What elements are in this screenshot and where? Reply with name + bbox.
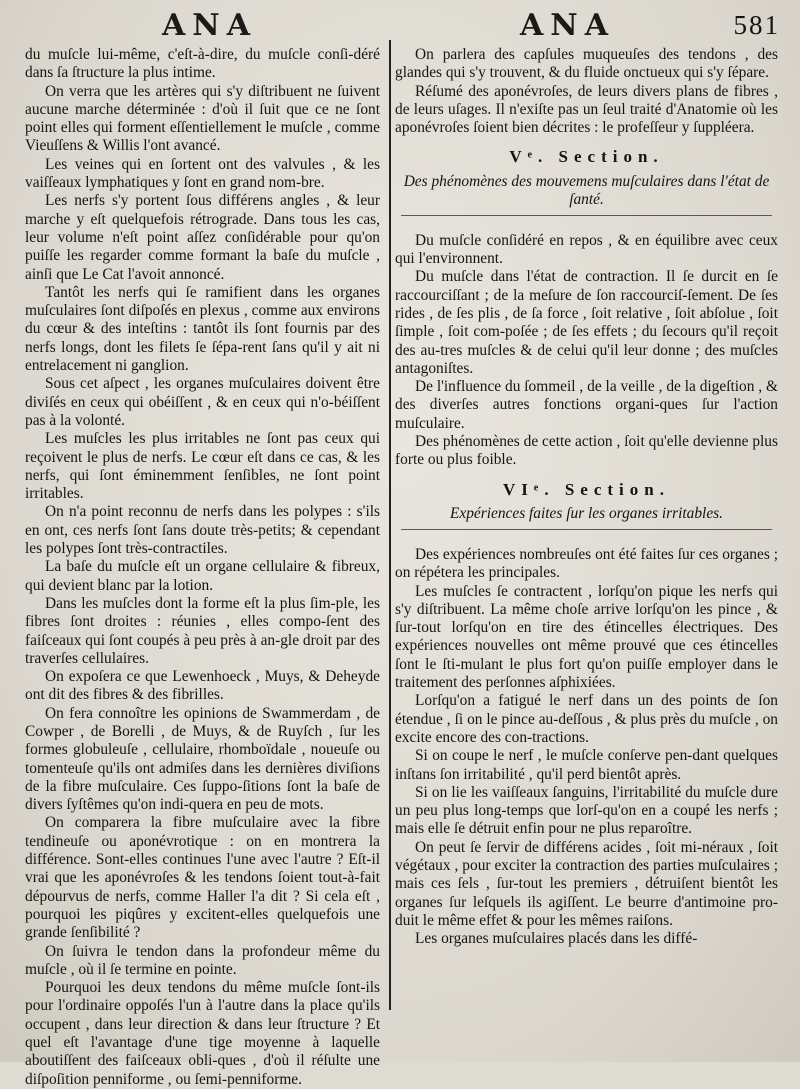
paragraph: On parlera des capſules muqueuſes des tendons , des glandes qui s'y trouvent, & du fluide onctueux qui s'y ſépare.	[395, 46, 778, 82]
right-column	[395, 46, 778, 948]
paragraph: Des expériences nombreuſes ont été faites ſur ces organes ; on répétera les principales.	[395, 545, 778, 582]
paragraph: Si on lie les vaiſſeaux ſanguins, l'irritabilité du muſcle dure un peu plus long-temps que lorſ-qu'on en a coupé les nerfs ; mais elle ſe détruit enfin pour ne plus reparoître.	[395, 783, 778, 838]
spacer	[395, 536, 778, 546]
paragraph: La baſe du muſcle eſt un organe cellulaire & fibreux, qui devient blanc par la lotion.	[25, 558, 380, 594]
running-head-left: ANA	[162, 8, 257, 43]
paragraph: Tantôt les nerfs qui ſe ramifient dans les organes muſculaires ſont diſpoſés en plexus , comme aux environs du cœur & des inteſtins : tantôt ils ſont fournis par des nerfs longs, dont les filets ſe ſépa-rent ſans qu'il y ait ni entrelacement ni ganglion.	[25, 283, 380, 375]
paragraph: On comparera la fibre muſculaire avec la fibre tendineuſe ou aponévrotique : on en montrera la différence. Sont-elles continues l'une avec l'autre ? Eſt-il vrai que les aponévroſes & les tendons ſoient tout-à-fait dépourvus de nerfs, comme Haller l'a dit ? Si cela eſt , pourquoi les piqûres y excitent-elles quelquefois une grande ſenſibilité ?	[25, 814, 380, 942]
paragraph: On peut ſe ſervir de différens acides , ſoit mi-néraux , ſoit végétaux , pour exciter la contraction des parties muſculaires ; mais ces ſels , ſur-tout les premiers , détruiſent bientôt les organes ſur leſquels ils agiſſent. Le beurre d'antimoine pro-duit le même effet & pour les mêmes raiſons.	[395, 838, 778, 929]
paragraph: On fera connoître les opinions de Swammerdam , de Cowper , de Borelli , de Muys, & de Ruyſch , ſur les formes globuleuſe , cellulaire, rhomboïdale , noueuſe ou tomenteuſe qu'ils ont admiſes dans les dernières diviſions de la fibre muſculaire. Ces ſuppo-ſitions ſont la baſe de divers ſyſtêmes qu'on indi-quera en peu de mots.	[25, 704, 380, 814]
paragraph: Du muſcle conſidéré en repos , & en équilibre avec ceux qui l'environnent.	[395, 231, 778, 268]
paragraph: Des phénomènes de cette action , ſoit qu'elle devienne plus forte ou plus foible.	[395, 433, 778, 469]
paragraph: Sous cet aſpect , les organes muſculaires doivent être diviſés en ceux qui obéiſſent , & en ceux qui n'o-béiſſent pas à la volonté.	[25, 375, 380, 429]
paragraph: Les muſcles ſe contractent , lorſqu'on pique les nerfs qui s'y diſtribuent. La même choſe arrive lorſqu'on les pince , & ſur-tout lorſqu'on en tire des étincelles électriques. Des expériences nouvelles ont même prouvé que ces étincelles ſont le ſti-mulant le plus fort qu'on puiſſe employer dans le traitement des perſonnes aſphixiées.	[395, 582, 778, 692]
paragraph: Les organes muſculaires placés dans les diffé-	[415, 930, 698, 948]
paragraph: Les nerfs s'y portent ſous différens angles , & leur marche y eſt quelquefois rétrograde. Dans tous les cas, leur volume n'eſt point aſſez conſidérable pour qu'on puiſſe les regarder comme formant la baſe du muſcle , ainſi que Le Cat l'avoit annoncé.	[25, 192, 380, 283]
section-5-title: Vᵉ. Section.	[509, 147, 664, 167]
column-divider	[389, 40, 391, 1010]
paragraph: On n'a point reconnu de nerfs dans les polypes : s'ils en ont, ces nerfs ſont ſans doute très-petits; & cependant les polypes ſont très-contractiles.	[25, 503, 380, 558]
paragraph: Du muſcle dans l'état de contraction. Il ſe durcit en ſe raccourciſſant ; de la meſure de ſon raccourciſ-ſement. De ſes rides , de ſes plis , de ſa force , ſoit relative , ſoit abſolue , ſoit ſimple , ſoit com-poſée ; de ſes effets ; du ſecours qu'il reçoit des au-tres muſcles & de celui qu'il leur donne ; des muſcles antagoniſtes.	[395, 268, 778, 377]
paragraph: Réſumé des aponévroſes, de leurs divers plans de fibres , de leurs uſages. Il n'exiſte pas un ſeul traité d'Anatomie où les aponévroſes ſoient bien décrites : le profeſſeur y ſuppléera.	[395, 82, 778, 137]
paragraph: Lorſqu'on a fatigué le nerf dans un des points de ſon étendue , ſi on le pince au-deſſous , & plus près du muſcle , on excite encore des con-tractions.	[395, 692, 778, 746]
spacer	[395, 222, 778, 232]
paragraph: du muſcle lui-même, c'eſt-à-dire, du muſcle conſi-déré dans ſa ſtructure la plus intime.	[25, 46, 380, 82]
section-5-subtitle: Des phénomènes des mouvemens muſculaires dans l'état de ſanté.	[401, 173, 772, 216]
section-6-title: VIᵉ. Section.	[503, 479, 670, 499]
paragraph: Si on coupe le nerf , le muſcle conſerve pen-dant quelques inſtans ſon irritabilité , qu'il perd bientôt après.	[395, 747, 778, 783]
paragraph: On expoſera ce que Lewenhoeck , Muys, & Deheyde ont dit des fibres & des fibrilles.	[25, 668, 380, 704]
paragraph: Les muſcles les plus irritables ne ſont pas ceux qui reçoivent le plus de nerfs. Le cœur eſt dans ce cas, & les nerfs, qui ſont éminemment ſenſibles, ne ſont point irritables.	[25, 430, 380, 503]
left-column	[25, 46, 380, 1089]
running-head-right: ANA	[520, 8, 615, 43]
paragraph: Pourquoi les deux tendons du même muſcle ſont-ils pour l'ordinaire oppoſés l'un à l'autre dans la place qu'ils occupent , dans leur direction & dans leur ſtructure ? Et quel eſt l'avantage d'une tige moyenne à laquelle aboutiſſent des faiſceaux obli-ques , d'où il réſulte une diſpoſition penniforme , ou ſemi-penniforme.	[25, 979, 380, 1088]
paragraph: De l'influence du ſommeil , de la veille , de la digeſtion , & des diverſes autres fonctions organi-ques ſur l'action muſculaire.	[395, 378, 778, 432]
paragraph: On ſuivra le tendon dans la profondeur même du muſcle , où il ſe termine en pointe.	[25, 942, 380, 978]
paragraph: Dans les muſcles dont la forme eſt la plus ſim-ple, les fibres ſont droites : réunies , elles compo-ſent des faiſceaux qui ſont coupés à peu près à an-gle droit par des traverſes cellulaires.	[25, 594, 380, 667]
section-6-subtitle: Expériences faites ſur les organes irritables.	[401, 505, 772, 530]
page-header	[0, 6, 800, 46]
paragraph: Les veines qui en ſortent ont des valvules , & les vaiſſeaux lymphatiques y ſont en grand nom-bre.	[25, 155, 380, 192]
page-number: 581	[733, 10, 780, 40]
paragraph: On verra que les artères qui s'y diſtribuent ne ſuivent aucune marche déterminée : d'où il ſuit que ce ne ſont point elles qui forment eſſentiellement le muſcle , comme Vieuſſens & Willis l'ont avancé.	[25, 82, 380, 155]
